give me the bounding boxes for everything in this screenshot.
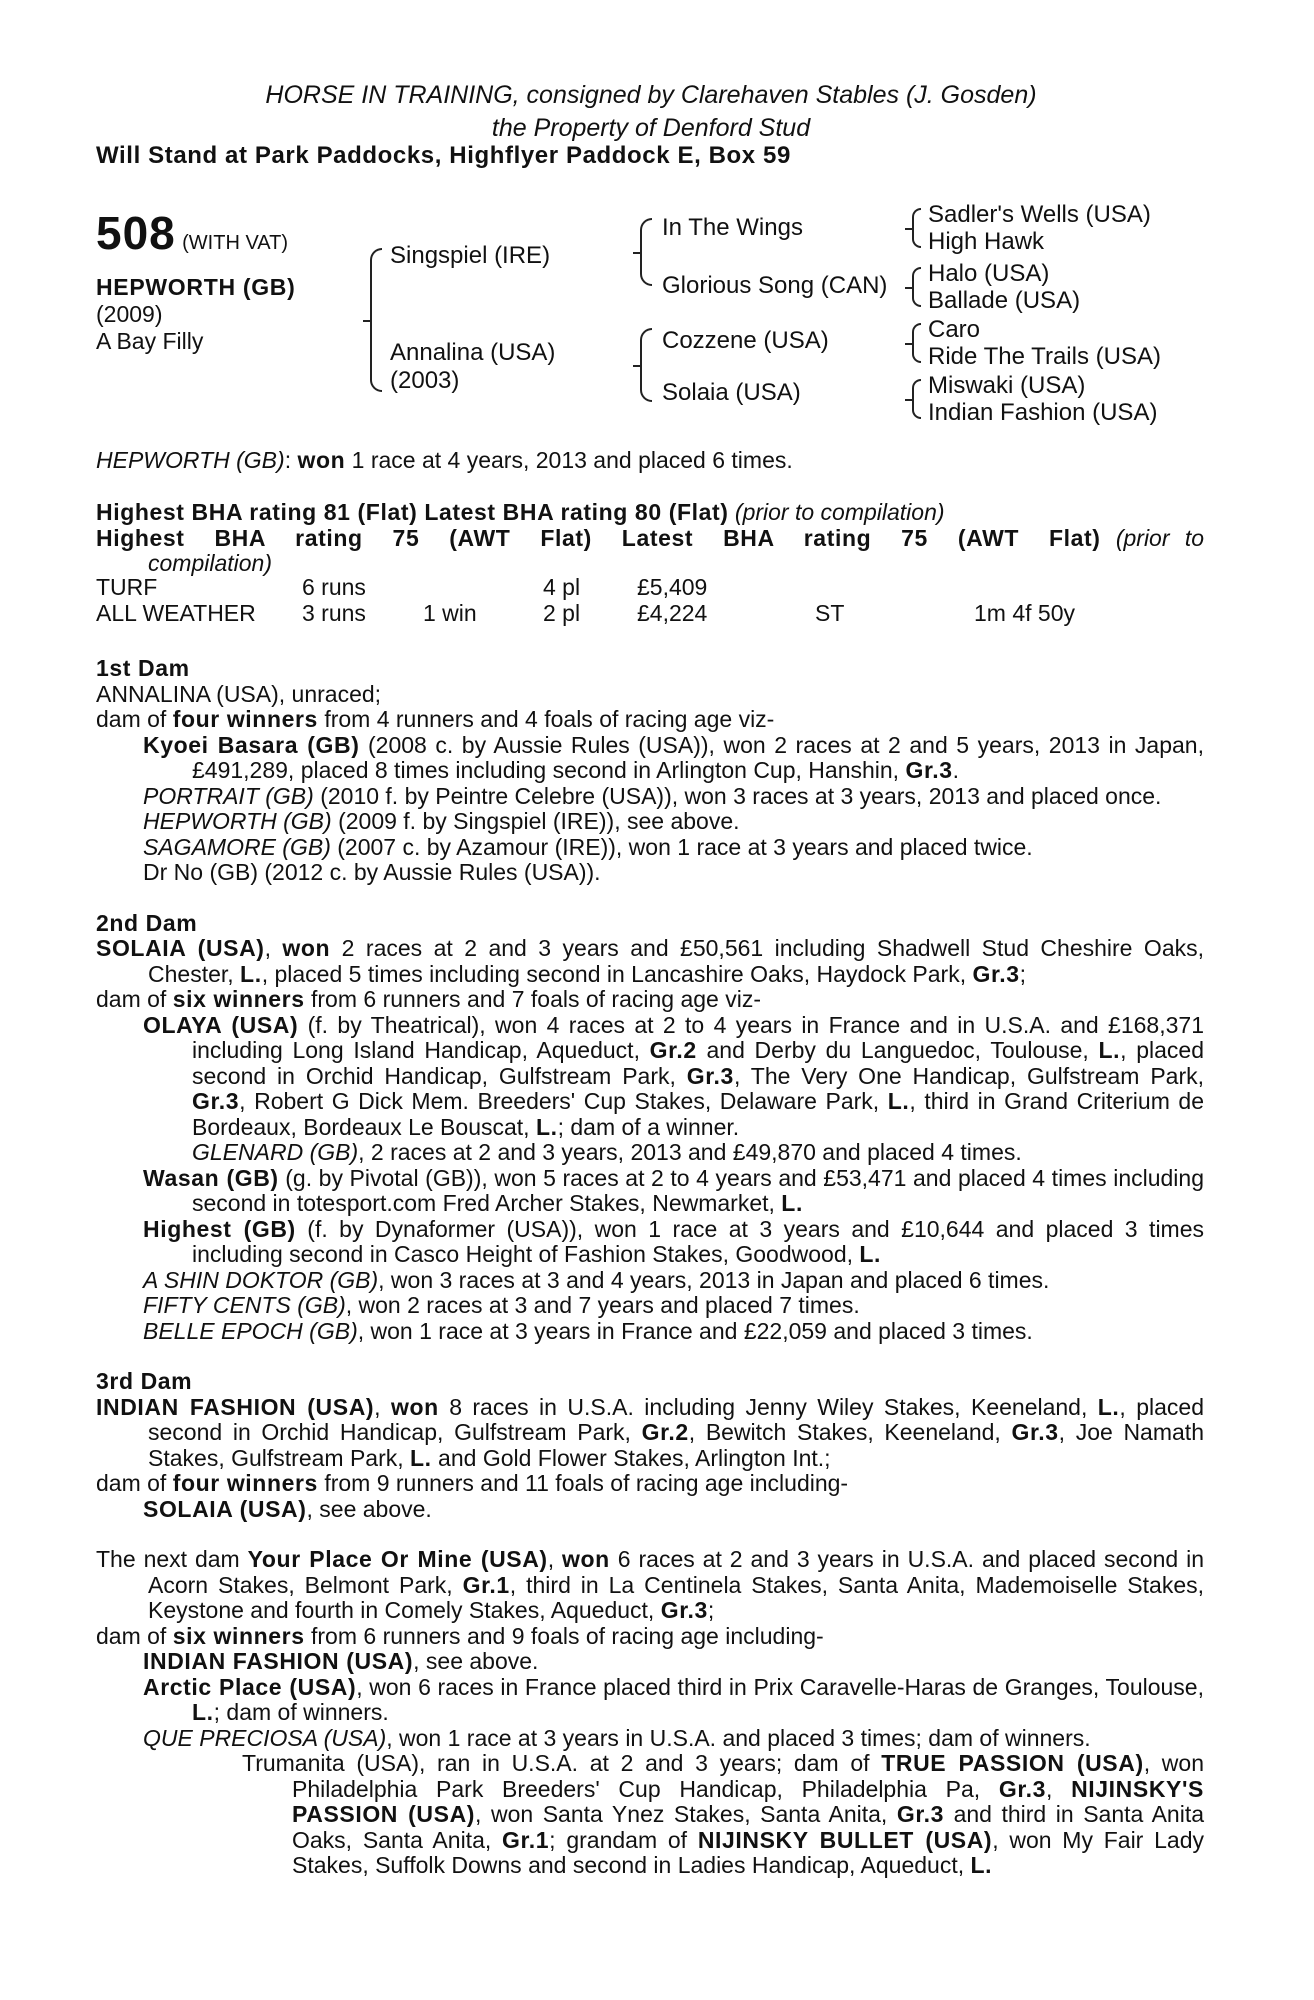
stand-location: Will Stand at Park Paddocks, Highflyer Paddock E, Box 59 bbox=[96, 142, 791, 169]
list-item: INDIAN FASHION (USA), see above. bbox=[143, 1648, 539, 1674]
pedigree-dam-sire: Cozzene (USA) bbox=[662, 327, 829, 354]
second-dam-produce-summary: dam of six winners from 6 runners and 7 foals of racing age viz- bbox=[96, 986, 762, 1012]
pedigree-sire-sire: In The Wings bbox=[662, 214, 803, 241]
consignor-line: HORSE IN TRAINING, consigned by Clarehaven Stables (J. Gosden) bbox=[265, 81, 1037, 109]
lot-number: 508 bbox=[96, 207, 176, 259]
pedigree-brace-g2 bbox=[912, 267, 921, 307]
pedigree-dam-dam: Solaia (USA) bbox=[662, 379, 801, 406]
third-dam-record: INDIAN FASHION (USA), won 8 races in U.S.A. including Jenny Wiley Stakes, Keeneland, L., placed second in Orchid Handicap, Gulfstream Park, Gr.2, Bewitch Stakes, Keeneland, Gr.3, Joe Namath Stakes, Gulfstream Park, L. and Gold Flower Stakes, Arlington Int.; bbox=[96, 1393, 1205, 1471]
next-dam-record: The next dam Your Place Or Mine (USA), won 6 races at 2 and 3 years in U.S.A. and placed second in Acorn Stakes, Belmont Park, Gr.1, third in La Centinela Stakes, Santa Anita, Mademoiselle Stakes, Keystone and fourth in Comely Stakes, Aqueduct, Gr.3; bbox=[96, 1546, 1205, 1623]
pedigree-g7: Miswaki (USA) bbox=[928, 372, 1086, 399]
pedigree-dam: Annalina (USA) bbox=[390, 339, 556, 366]
pedigree-brace-dam bbox=[640, 328, 652, 402]
list-item: SOLAIA (USA), see above. bbox=[143, 1495, 432, 1522]
pedigree-brace-sire bbox=[640, 218, 652, 286]
list-item: HEPWORTH (GB) (2009 f. by Singspiel (IRE)), see above. bbox=[143, 808, 740, 834]
table-row-all-weather: ALL WEATHER 3 runs 1 win 2 pl £4,224 ST 1m 4f 50y bbox=[96, 600, 1075, 626]
list-item: QUE PRECIOSA (USA), won 1 race at 3 years in U.S.A. and placed 3 times; dam of winners. bbox=[143, 1724, 1091, 1751]
next-dam-produce-summary: dam of six winners from 6 runners and 9 foals of racing age including- bbox=[96, 1622, 824, 1649]
horse-name: HEPWORTH (GB) bbox=[96, 274, 296, 300]
rating-flat: Highest BHA rating 81 (Flat) Latest BHA rating 80 (Flat) (prior to compilation) bbox=[96, 499, 945, 525]
first-dam-line: ANNALINA (USA), unraced; bbox=[96, 680, 382, 707]
list-item: Trumanita (USA), ran in U.S.A. at 2 and 3 years; dam of TRUE PASSION (USA), won Philadelphia Park Breeders' Cup Handicap, Philadelphia Pa, Gr.3, NIJINSKY'S PASSION (USA), won Santa Ynez Stakes, Santa Anita, Gr.3 and third in Santa Anita Oaks, Santa Anita, Gr.1; grandam of NIJINSKY BULLET (USA), won My Fair Lady Stakes, Suffolk Downs and second in Ladies Handicap, Aqueduct, L. bbox=[242, 1750, 1204, 1878]
vat-note: (WITH VAT) bbox=[182, 232, 289, 254]
pedigree-dam-year: (2003) bbox=[390, 367, 460, 394]
horse-description: A Bay Filly bbox=[96, 328, 204, 354]
list-item: Wasan (GB) (g. by Pivotal (GB)), won 5 races at 2 to 4 years and £53,471 and placed 4 times including second in totesport.com Fred Archer Stakes, Newmarket, L. bbox=[143, 1164, 1204, 1216]
pedigree-g6: Ride The Trails (USA) bbox=[928, 343, 1161, 370]
foaling-year: (2009) bbox=[96, 301, 163, 327]
first-dam-heading: 1st Dam bbox=[96, 655, 190, 681]
table-row-turf: TURF 6 runs 4 pl £5,409 bbox=[96, 574, 708, 600]
list-item: A SHIN DOKTOR (GB), won 3 races at 3 and 4 years, 2013 in Japan and placed 6 times. bbox=[143, 1266, 1050, 1293]
rating-awt: Highest BHA rating 75 (AWT Flat) Latest BHA rating 75 (AWT Flat) (prior to compilation) bbox=[96, 524, 1204, 576]
pedigree-g3: Halo (USA) bbox=[928, 260, 1050, 287]
third-dam-heading: 3rd Dam bbox=[96, 1368, 193, 1394]
list-item: Kyoei Basara (GB) (2008 c. by Aussie Rules (USA)), won 2 races at 2 and 5 years, 2013 in Japan, £491,289, placed 8 times including second in Arlington Cup, Hanshin, Gr.3. bbox=[143, 731, 1204, 783]
list-item: Dr No (GB) (2012 c. by Aussie Rules (USA)). bbox=[143, 859, 601, 885]
pedigree-brace-main bbox=[370, 248, 382, 392]
pedigree-g5: Caro bbox=[928, 316, 981, 343]
list-item: Highest (GB) (f. by Dynaformer (USA)), won 1 race at 3 years and £10,644 and placed 3 times including second in Casco Height of Fashion Stakes, Goodwood, L. bbox=[143, 1215, 1205, 1267]
list-item: SAGAMORE (GB) (2007 c. by Azamour (IRE)), won 1 race at 3 years and placed twice. bbox=[143, 833, 1033, 860]
property-line: the Property of Denford Stud bbox=[491, 114, 811, 142]
pedigree-sire-dam: Glorious Song (CAN) bbox=[662, 272, 888, 299]
pedigree-g2: High Hawk bbox=[928, 228, 1045, 255]
pedigree-brace-g4 bbox=[912, 379, 921, 419]
second-dam-record: SOLAIA (USA), won 2 races at 2 and 3 years and £50,561 including Shadwell Stud Cheshire Oaks, Chester, L., placed 5 times including second in Lancashire Oaks, Haydock Park, Gr.3; bbox=[96, 935, 1204, 987]
list-item: Arctic Place (USA), won 6 races in France placed third in Prix Caravelle-Haras de Granges, Toulouse, L.; dam of winners. bbox=[143, 1673, 1204, 1725]
pedigree-sire: Singspiel (IRE) bbox=[390, 242, 551, 269]
race-summary: HEPWORTH (GB): won 1 race at 4 years, 2013 and placed 6 times. bbox=[96, 447, 793, 473]
pedigree-g1: Sadler's Wells (USA) bbox=[928, 201, 1151, 228]
list-item: PORTRAIT (GB) (2010 f. by Peintre Celebre (USA)), won 3 races at 3 years, 2013 and placed once. bbox=[143, 782, 1162, 809]
list-item: GLENARD (GB), 2 races at 2 and 3 years, 2013 and £49,870 and placed 4 times. bbox=[192, 1139, 1022, 1165]
list-item: BELLE EPOCH (GB), won 1 race at 3 years in France and £22,059 and placed 3 times. bbox=[143, 1317, 1033, 1344]
pedigree-brace-g1 bbox=[912, 208, 921, 248]
second-dam-heading: 2nd Dam bbox=[96, 909, 198, 936]
list-item: FIFTY CENTS (GB), won 2 races at 3 and 7 years and placed 7 times. bbox=[143, 1292, 860, 1318]
produce-record bbox=[96, 656, 1204, 1879]
ratings-block bbox=[96, 500, 1204, 577]
lot-heading bbox=[96, 207, 289, 259]
pedigree-brace-g3 bbox=[912, 323, 921, 363]
first-dam-produce-summary: dam of four winners from 4 runners and 4 foals of racing age viz- bbox=[96, 706, 775, 732]
third-dam-produce-summary: dam of four winners from 9 runners and 11 foals of racing age including- bbox=[96, 1470, 849, 1496]
pedigree-g4: Ballade (USA) bbox=[928, 287, 1081, 314]
pedigree-g8: Indian Fashion (USA) bbox=[928, 399, 1158, 426]
race-record-table bbox=[96, 575, 1196, 627]
list-item: OLAYA (USA) (f. by Theatrical), won 4 races at 2 to 4 years in France and in U.S.A. and £168,371 including Long Island Handicap, Aqueduct, Gr.2 and Derby du Languedoc, Toulouse, L., placed second in Orchid Handicap, Gulfstream Park, Gr.3, The Very One Handicap, Gulfstream Park, Gr.3, Robert G Dick Mem. Breeders' Cup Stakes, Delaware Park, L., third in Grand Criterium de Bordeaux, Bordeaux Le Bouscat, L.; dam of a winner. bbox=[143, 1011, 1205, 1140]
